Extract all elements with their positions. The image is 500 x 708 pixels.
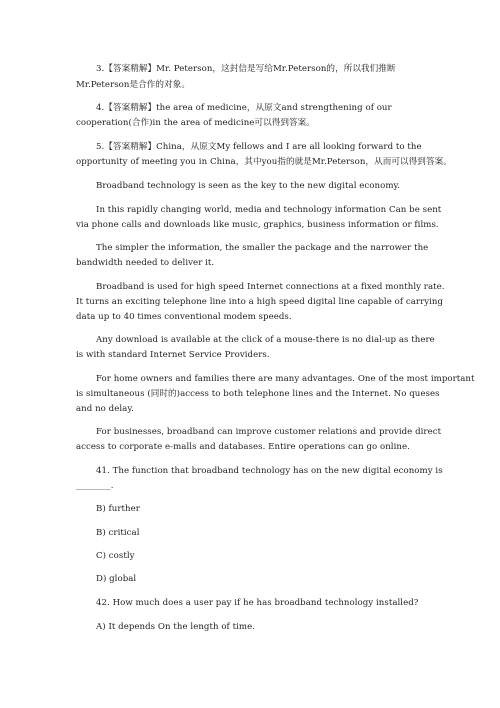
question-41-line-2: ________.: [76, 481, 114, 491]
passage-paragraph-2-line-1: In this rapidly changing world, media and technology information Can be sent: [96, 205, 442, 215]
passage-paragraph-3-line-2: bandwidth needed to deliver it.: [76, 258, 215, 268]
question-41-option-b-critical: B) critical: [96, 528, 140, 538]
question-41-option-d: D) global: [96, 574, 137, 584]
passage-paragraph-4-line-3: data up to 40 times conventional modem speeds.: [76, 312, 292, 322]
passage-paragraph-5-line-1: Any download is available at the click of a mouse-there is no dial-up as there: [96, 335, 435, 345]
passage-paragraph-7-line-1: For businesses, broadband can improve customer relations and provide direct: [96, 427, 442, 437]
passage-paragraph-4-line-2: It turns an exciting telephone line into a high speed digital line capable of carrying: [76, 297, 444, 307]
passage-paragraph-6-line-2: is simultaneous (同时的)access to both telephone lines and the Internet. No queses: [76, 389, 440, 399]
passage-paragraph-4-line-1: Broadband is used for high speed Internet connections at a fixed monthly rate.: [96, 282, 445, 292]
passage-paragraph-3-line-1: The simpler the information, the smaller the package and the narrower the: [96, 243, 429, 253]
passage-paragraph-5-line-2: is with standard Internet Service Providers.: [76, 350, 270, 360]
answer-3-line-2: Mr.Peterson是合作的对象。: [76, 80, 190, 90]
answer-5-line-2: opportunity of meeting you in China，其中you指的就是Mr.Peterson，从而可以得到答案。: [76, 157, 452, 167]
question-41-option-b-further: B) further: [96, 504, 140, 514]
passage-paragraph-7-line-2: access to corporate e-malls and databases. Entire operations can go online.: [76, 442, 410, 452]
question-42-option-a: A) It depends On the length of time.: [96, 622, 255, 632]
passage-paragraph-6-line-1: For home owners and families there are many advantages. One of the most important: [96, 374, 475, 384]
question-41-line-1: 41. The function that broadband technology has on the new digital economy is: [96, 466, 443, 476]
question-42-line-1: 42. How much does a user pay if he has broadband technology installed?: [96, 598, 419, 608]
passage-sentence-1: Broadband technology is seen as the key to the new digital economy.: [96, 181, 401, 191]
passage-paragraph-6-line-3: and no delay.: [76, 404, 134, 414]
passage-paragraph-2-line-2: via phone calls and downloads like music, graphics, business information or films.: [76, 220, 439, 230]
answer-5-line-1: 5.【答案精解】China，从原文My fellows and I are all looking forward to the: [96, 142, 422, 152]
answer-4-line-2: cooperation(合作)in the area of medicine可以得到答案。: [76, 118, 315, 128]
answer-4-line-1: 4.【答案精解】the area of medicine，从原文and strengthening of our: [96, 103, 392, 113]
question-41-option-c: C) costly: [96, 551, 135, 561]
answer-3-line-1: 3.【答案精解】Mr. Peterson，这封信是写给Mr.Peterson的，所以我们推断: [96, 64, 396, 74]
